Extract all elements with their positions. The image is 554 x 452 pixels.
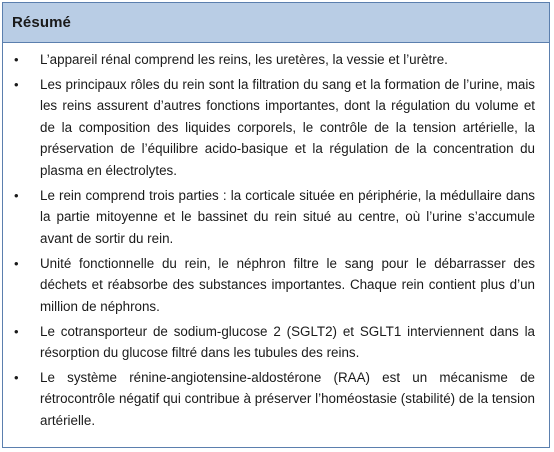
- bullet-icon: •: [14, 187, 19, 203]
- list-item-text: Le cotransporteur de sodium-glucose 2 (SGLT2) et SGLT1 interviennent dans la résorption du glucose filtré dans les tubules des reins.: [40, 323, 535, 361]
- summary-box: [2, 2, 550, 448]
- list-item-text: L’appareil rénal comprend les reins, les uretères, la vessie et l’urètre.: [40, 52, 448, 67]
- list-item-text: Le rein comprend trois parties : la corticale située en périphérie, la médullaire dans la partie mitoyenne et le bassinet du rein situé au centre, où l’urine s’accumule avant de sortir du rein.: [40, 187, 535, 246]
- list-item: [12, 253, 537, 318]
- summary-header: [3, 3, 549, 43]
- list-item-text: Le système rénine-angiotensine-aldostérone (RAA) est un mécanisme de rétrocontrôle négatif qui contribue à préserver l’homéostasie (stabilité) de la tension artérielle.: [40, 369, 535, 428]
- bullet-icon: •: [14, 76, 19, 92]
- list-item-text: Les principaux rôles du rein sont la filtration du sang et la formation de l’urine, mais les reins assurent d’autres fonctions importantes, dont la régulation du volume et de la composition des liquides corporels, le contrôle de la tension artérielle, la préservation de l’équilibre acido-basique et la régulation de la concentration du plasma en électrolytes.: [40, 76, 535, 178]
- bullet-icon: •: [14, 255, 19, 271]
- bullet-icon: •: [14, 369, 19, 385]
- bullet-icon: •: [14, 323, 19, 339]
- summary-list: [3, 43, 549, 431]
- bullet-icon: •: [14, 52, 19, 67]
- list-item: [12, 49, 537, 71]
- list-item: [12, 185, 537, 250]
- list-item: [12, 321, 537, 364]
- list-item: [12, 367, 537, 432]
- list-item-text: Unité fonctionnelle du rein, le néphron filtre le sang pour le débarrasser des déchets et réabsorbe des substances importantes. Chaque rein contient plus d’un million de néphrons.: [40, 255, 535, 314]
- list-item: [12, 74, 537, 182]
- summary-title: Résumé: [12, 14, 71, 31]
